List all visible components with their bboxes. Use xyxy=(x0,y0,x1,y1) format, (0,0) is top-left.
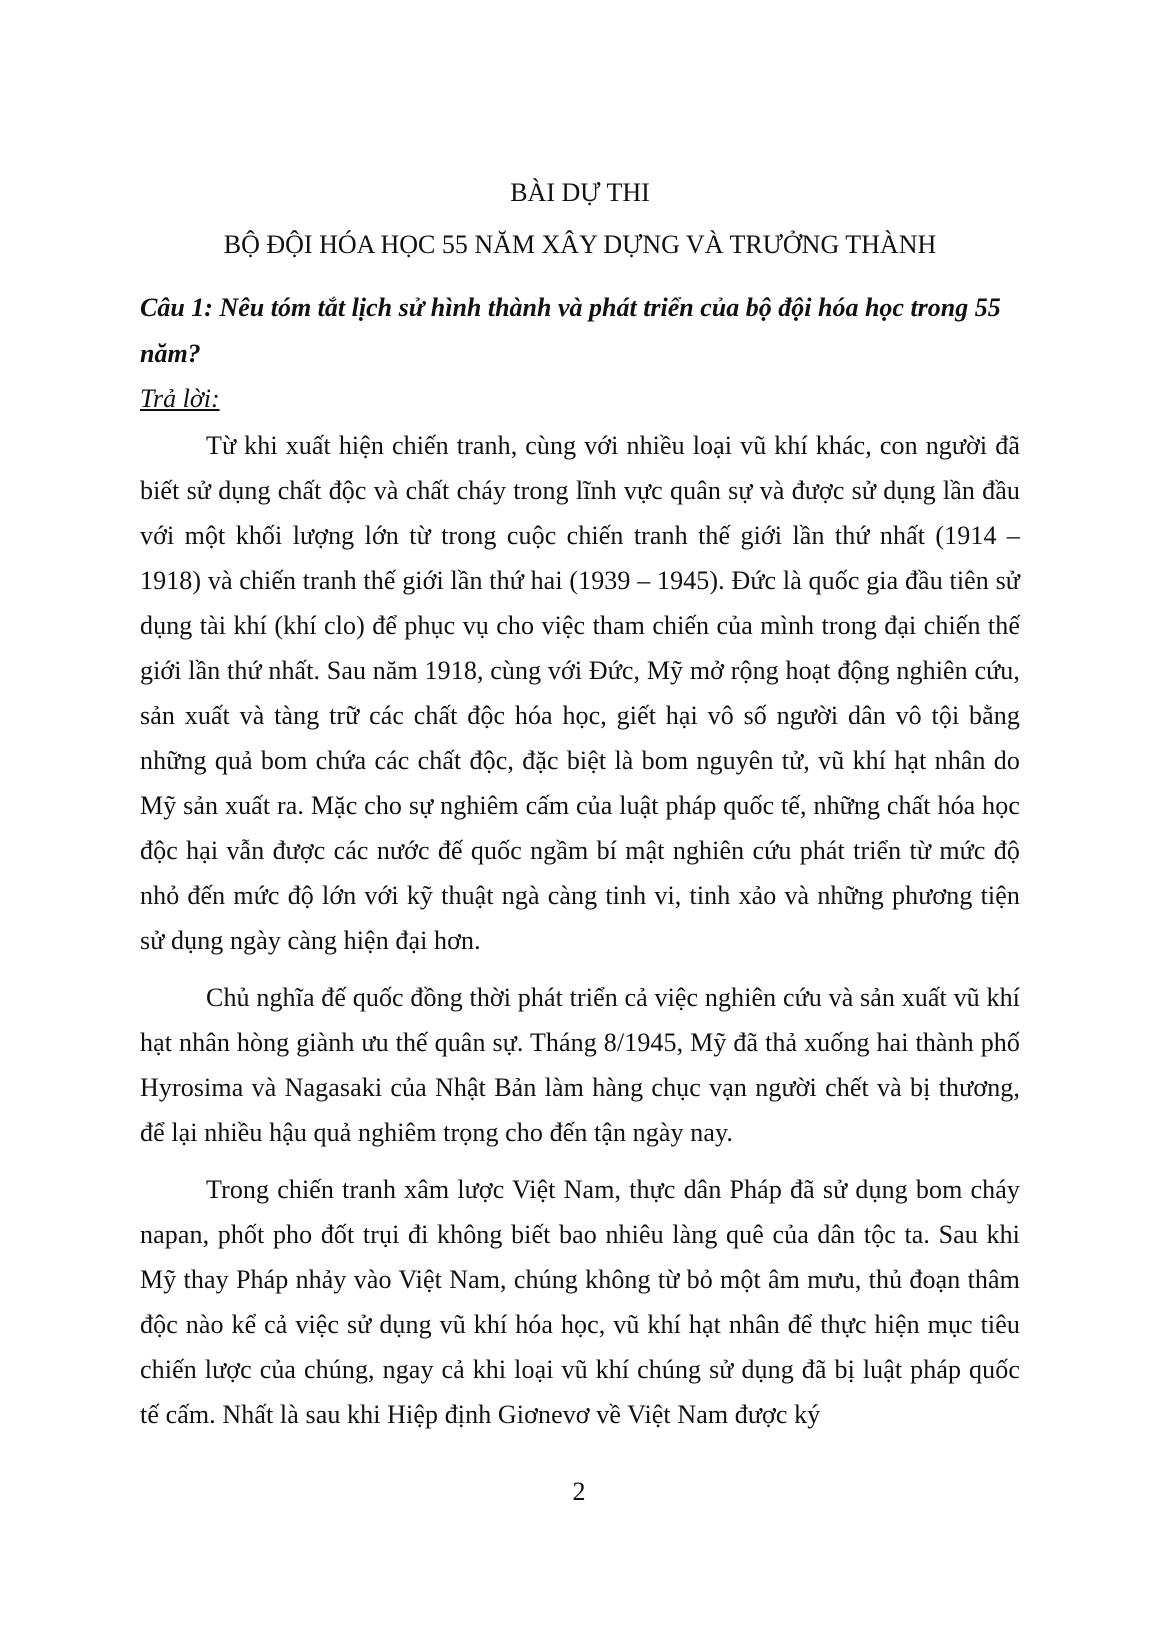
page-number: 2 xyxy=(572,1477,586,1506)
document-subtitle: BỘ ĐỘI HÓA HỌC 55 NĂM XÂY DỰNG VÀ TRƯỞNG THÀNH xyxy=(223,230,937,259)
page-content xyxy=(140,177,1020,1449)
paragraph-2: Chủ nghĩa đế quốc đồng thời phát triển cả việc nghiên cứu và sản xuất vũ khí hạt nhân hòng giành ưu thế quân sự. Tháng 8/1945, Mỹ đã thả xuống hai thành phố Hyrosima và Nagasaki của Nhật Bản làm hàng chục vạn người chết và bị thương, để lại nhiều hậu quả nghiêm trọng cho đến tận ngày nay. xyxy=(140,983,1020,1147)
question-heading: Câu 1: Nêu tóm tắt lịch sử hình thành và phát triển của bộ đội hóa học trong 55 năm? xyxy=(140,293,1001,368)
paragraph-3: Trong chiến tranh xâm lược Việt Nam, thực dân Pháp đã sử dụng bom cháy napan, phốt pho đốt trụi đi không biết bao nhiêu làng quê của dân tộc ta. Sau khi Mỹ thay Pháp nhảy vào Việt Nam, chúng không từ bỏ một âm mưu, thủ đoạn thâm độc nào kể cả việc sử dụng vũ khí hóa học, vũ khí hạt nhân để thực hiện mục tiêu chiến lược của chúng, ngay cả khi loại vũ khí chúng sử dụng đã bị luật pháp quốc tế cấm. Nhất là sau khi Hiệp định Giơnevơ về Việt Nam được ký xyxy=(140,1175,1020,1429)
answer-label: Trả lời: xyxy=(140,384,220,413)
document-title: BÀI DỰ THI xyxy=(510,178,650,207)
paragraph-1: Từ khi xuất hiện chiến tranh, cùng với nhiều loại vũ khí khác, con người đã biết sử dụng chất độc và chất cháy trong lĩnh vực quân sự và được sử dụng lần đầu với một khối lượng lớn từ trong cuộc chiến tranh thế giới lần thứ nhất (1914 – 1918) và chiến tranh thế giới lần thứ hai (1939 – 1945). Đức là quốc gia đầu tiên sử dụng tài khí (khí clo) để phục vụ cho việc tham chiến của mình trong đại chiến thế giới lần thứ nhất. Sau năm 1918, cùng với Đức, Mỹ mở rộng hoạt động nghiên cứu, sản xuất và tàng trữ các chất độc hóa học, giết hại vô số người dân vô tội bằng những quả bom chứa các chất độc, đặc biệt là bom nguyên tử, vũ khí hạt nhân do Mỹ sản xuất ra. Mặc cho sự nghiêm cấm của luật pháp quốc tế, những chất hóa học độc hại vẫn được các nước đế quốc ngầm bí mật nghiên cứu phát triển từ mức độ nhỏ đến mức độ lớn với kỹ thuật ngà càng tinh vi, tinh xảo và những phương tiện sử dụng ngày càng hiện đại hơn. xyxy=(140,431,1020,955)
